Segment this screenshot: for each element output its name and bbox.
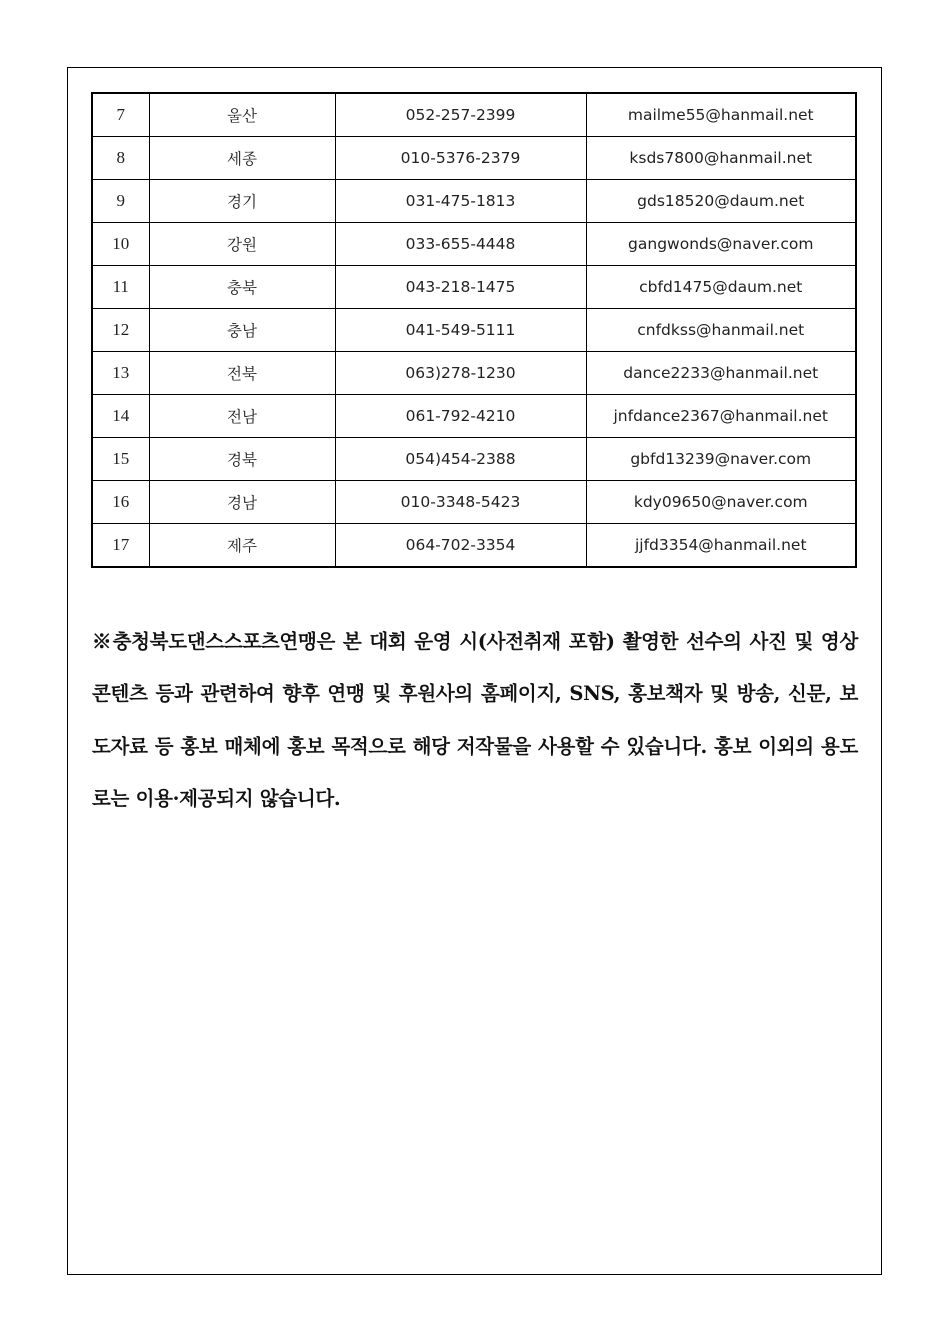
table-row bbox=[92, 524, 856, 568]
region-cell: 울산 bbox=[149, 93, 335, 137]
table-row bbox=[92, 481, 856, 524]
phone-cell: 061-792-4210 bbox=[335, 395, 586, 438]
row-number: 12 bbox=[92, 309, 149, 352]
email-cell: jnfdance2367@hanmail.net bbox=[586, 395, 856, 438]
row-number: 16 bbox=[92, 481, 149, 524]
email-cell: gbfd13239@naver.com bbox=[586, 438, 856, 481]
region-cell: 충북 bbox=[149, 266, 335, 309]
phone-cell: 041-549-5111 bbox=[335, 309, 586, 352]
table-row bbox=[92, 223, 856, 266]
table-row bbox=[92, 93, 856, 137]
contacts-table bbox=[91, 92, 857, 568]
email-cell: ksds7800@hanmail.net bbox=[586, 137, 856, 180]
email-cell: kdy09650@naver.com bbox=[586, 481, 856, 524]
row-number: 7 bbox=[92, 93, 149, 137]
email-cell: gds18520@daum.net bbox=[586, 180, 856, 223]
region-cell: 전남 bbox=[149, 395, 335, 438]
email-cell: cnfdkss@hanmail.net bbox=[586, 309, 856, 352]
row-number: 10 bbox=[92, 223, 149, 266]
email-cell: gangwonds@naver.com bbox=[586, 223, 856, 266]
phone-cell: 033-655-4448 bbox=[335, 223, 586, 266]
region-cell: 경남 bbox=[149, 481, 335, 524]
region-cell: 경북 bbox=[149, 438, 335, 481]
email-cell: jjfd3354@hanmail.net bbox=[586, 524, 856, 568]
table-row bbox=[92, 266, 856, 309]
contacts-table-body bbox=[92, 93, 856, 567]
email-cell: dance2233@hanmail.net bbox=[586, 352, 856, 395]
phone-cell: 052-257-2399 bbox=[335, 93, 586, 137]
row-number: 15 bbox=[92, 438, 149, 481]
region-cell: 강원 bbox=[149, 223, 335, 266]
phone-cell: 043-218-1475 bbox=[335, 266, 586, 309]
email-cell: mailme55@hanmail.net bbox=[586, 93, 856, 137]
row-number: 13 bbox=[92, 352, 149, 395]
publicity-notice: ※충청북도댄스스포츠연맹은 본 대회 운영 시(사전취재 포함) 촬영한 선수의 사진 및 영상 콘텐츠 등과 관련하여 향후 연맹 및 후원사의 홈페이지, SNS, 홍보책자 및 방송, 신문, 보도자료 등 홍보 매체에 홍보 목적으로 해당 저작물을 사용할 수 있습니다. 홍보 이외의 용도로는 이용·제공되지 않습니다. bbox=[92, 629, 858, 810]
region-cell: 충남 bbox=[149, 309, 335, 352]
phone-cell: 063)278-1230 bbox=[335, 352, 586, 395]
phone-cell: 054)454-2388 bbox=[335, 438, 586, 481]
phone-cell: 010-5376-2379 bbox=[335, 137, 586, 180]
email-cell: cbfd1475@daum.net bbox=[586, 266, 856, 309]
row-number: 9 bbox=[92, 180, 149, 223]
table-row bbox=[92, 438, 856, 481]
table-row bbox=[92, 395, 856, 438]
region-cell: 세종 bbox=[149, 137, 335, 180]
table-row bbox=[92, 309, 856, 352]
row-number: 14 bbox=[92, 395, 149, 438]
phone-cell: 064-702-3354 bbox=[335, 524, 586, 568]
table-row bbox=[92, 137, 856, 180]
table-row bbox=[92, 180, 856, 223]
row-number: 11 bbox=[92, 266, 149, 309]
region-cell: 제주 bbox=[149, 524, 335, 568]
region-cell: 전북 bbox=[149, 352, 335, 395]
row-number: 8 bbox=[92, 137, 149, 180]
phone-cell: 010-3348-5423 bbox=[335, 481, 586, 524]
row-number: 17 bbox=[92, 524, 149, 568]
phone-cell: 031-475-1813 bbox=[335, 180, 586, 223]
table-row bbox=[92, 352, 856, 395]
region-cell: 경기 bbox=[149, 180, 335, 223]
